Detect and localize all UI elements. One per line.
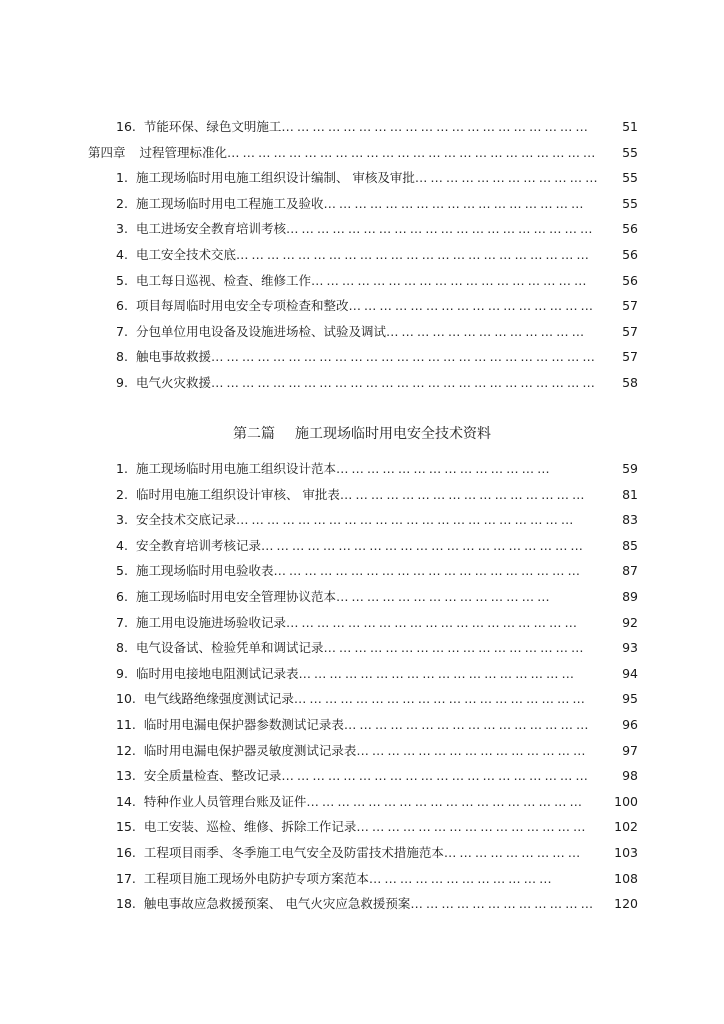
toc-entry-page-number: 103: [614, 845, 638, 860]
toc-entry-leader: … … … … … … … … … … … … … … … … … … … … … … … … …: [210, 375, 595, 390]
toc-entry-leader: … … … … … … … … … … … … … …: [335, 589, 550, 604]
toc-entry[interactable]: [116, 665, 574, 683]
toc-entry-page-number: 92: [622, 614, 638, 630]
toc-entry-page-number: 55: [622, 170, 638, 186]
toc-entry-page-number: 94: [622, 665, 638, 681]
toc-entry-number: 12.: [116, 742, 136, 758]
toc-entry-title: 电工安全技术交底: [135, 247, 236, 262]
toc-entry-leader: … … … … … … … … … … … … … … … … …: [323, 195, 584, 211]
toc-entry-leader: … … … … … … … … … … … … … … … … … … … … … … … … …: [210, 349, 595, 365]
toc-entry-title: 施工现场临时用电施工组织设计范本: [135, 461, 336, 476]
toc-entry-title: 施工现场临时用电验收表: [135, 563, 274, 579]
toc-entry[interactable]: [116, 460, 549, 478]
toc-entry-title: 安全教育培训考核记录: [135, 537, 261, 553]
toc-entry-page-number: 57: [622, 349, 638, 365]
toc-entry-title: 触电事故救援: [135, 349, 211, 365]
toc-entry[interactable]: [116, 195, 583, 213]
toc-entry-number: 9.: [116, 375, 128, 390]
toc-entry-title: 电气设备试、检验凭单和调试记录: [135, 640, 324, 656]
toc-entry-title: 分包单位用电设备及设施进场检、试验及调试: [135, 323, 386, 339]
toc-entry-number: 18.: [116, 896, 136, 912]
toc-entry[interactable]: [116, 742, 585, 760]
toc-entry-title: 项目每周临时用电安全专项检查和整改: [135, 298, 349, 314]
toc-entry-page-number: 58: [622, 375, 638, 390]
toc-entry-number: 4.: [116, 537, 128, 553]
toc-entry-leader: … … … … … … … … … … … … … …: [335, 461, 550, 476]
toc-entry-title: 过程管理标准化: [139, 144, 228, 160]
toc-entry-title: 电气火灾救援: [135, 375, 211, 390]
toc-entry-number: 3.: [116, 512, 128, 528]
toc-entry-page-number: 55: [622, 195, 638, 211]
section-title-text: 施工现场临时用电安全技术资料: [295, 426, 491, 442]
toc-entry[interactable]: [116, 690, 584, 708]
toc-entry-title: 工程项目雨季、冬季施工电气安全及防雷技术措施范本: [143, 845, 444, 860]
toc-entry-leader: … … … … … … … … … … … … … … … … … … … … … …: [235, 512, 573, 528]
toc-entry[interactable]: [116, 844, 580, 862]
toc-entry-number: 7.: [116, 323, 128, 339]
toc-entry-number: 2.: [116, 195, 128, 211]
toc-entry[interactable]: [116, 169, 597, 187]
toc-entry-number: 11.: [116, 717, 136, 732]
toc-entry-page-number: 97: [622, 742, 638, 758]
toc-entry-title: 安全质量检查、整改记录: [143, 768, 282, 784]
toc-entry-number: 2.: [116, 486, 128, 502]
toc-entry-title: 特种作业人员管理台账及证件: [143, 793, 307, 809]
toc-entry[interactable]: [116, 895, 593, 913]
toc-entry[interactable]: [116, 588, 549, 606]
toc-entry-number: 3.: [116, 221, 128, 237]
toc-entry[interactable]: [88, 144, 595, 162]
toc-entry-page-number: 85: [622, 537, 638, 553]
toc-entry[interactable]: [116, 118, 587, 136]
toc-entry-number: 6.: [116, 589, 128, 604]
toc-entry-number: 4.: [116, 247, 128, 262]
toc-entry[interactable]: [116, 246, 588, 264]
toc-entry-page-number: 98: [622, 768, 638, 784]
toc-entry-page-number: 108: [614, 870, 638, 886]
toc-entry-number: 1.: [116, 461, 128, 476]
toc-entry-page-number: 59: [622, 461, 638, 476]
toc-entry-number: 6.: [116, 298, 128, 314]
toc-entry-leader: … … … … … … … … … … … …: [368, 870, 552, 886]
toc-entry[interactable]: [116, 220, 592, 238]
toc-entry-leader: … … … … … … … … … … … … … … … … … …: [298, 665, 574, 681]
toc-entry-page-number: 87: [622, 563, 638, 579]
toc-entry-page-number: 102: [614, 819, 638, 835]
toc-entry[interactable]: [116, 272, 586, 290]
toc-entry[interactable]: [116, 562, 579, 580]
toc-entry-title: 触电事故应急救援预案、 电气火灾应急救援预案: [143, 896, 411, 912]
toc-entry[interactable]: [116, 716, 588, 734]
toc-entry-page-number: 120: [614, 896, 638, 912]
toc-entry-number: 13.: [116, 768, 136, 784]
toc-entry-title: 临时用电接地电阻测试记录表: [135, 665, 299, 681]
toc-entry[interactable]: [116, 639, 583, 657]
toc-entry-leader: … … … … … … … … … … … … … … … … … …: [306, 793, 582, 809]
toc-entry[interactable]: [116, 793, 581, 811]
toc-entry-page-number: 89: [622, 589, 638, 604]
toc-entry[interactable]: [116, 511, 573, 529]
toc-entry-leader: … … … … … … … … … … … …: [414, 170, 598, 186]
toc-entry-page-number: 95: [622, 691, 638, 707]
toc-entry-number: 第四章: [88, 144, 126, 160]
toc-entry-page-number: 56: [622, 272, 638, 288]
toc-entry[interactable]: [116, 614, 576, 632]
toc-entry-leader: … … … … … … … … … … … … … … … … … … … … … … …: [235, 247, 589, 262]
toc-entry-leader: … … … … … … … … … … … … …: [385, 323, 584, 339]
toc-entry-number: 16.: [116, 845, 136, 860]
toc-entry-page-number: 96: [622, 717, 638, 732]
toc-entry[interactable]: [116, 348, 594, 366]
toc-entry-leader: … … … … … … … … … … … … … … … … … … … …: [285, 221, 592, 237]
toc-entry-number: 15.: [116, 819, 136, 835]
toc-entry[interactable]: [116, 374, 594, 392]
toc-entry-page-number: 100: [614, 793, 638, 809]
toc-entry-title: 施工现场临时用电工程施工及验收: [135, 195, 324, 211]
toc-entry-page-number: 51: [622, 119, 638, 134]
toc-entry-leader: … … … … … … … … … … … … … … … … … …: [310, 272, 587, 288]
toc-entry-page-number: 93: [622, 640, 638, 656]
toc-entry-leader: … … … … … … … … … … … … … … … … … … … … …: [260, 537, 583, 553]
toc-entry[interactable]: [116, 297, 593, 315]
toc-entry[interactable]: [116, 323, 584, 341]
toc-entry-number: 14.: [116, 793, 136, 809]
toc-entry-title: 临时用电漏电保护器灵敏度测试记录表: [143, 742, 357, 758]
toc-entry-title: 电工每日巡视、检查、维修工作: [135, 272, 311, 288]
toc-entry[interactable]: [116, 537, 582, 555]
toc-entry-page-number: 56: [622, 221, 638, 237]
toc-entry-page-number: 57: [622, 323, 638, 339]
toc-entry-leader: … … … … … … … … … … … … … … …: [356, 819, 586, 835]
toc-entry-title: 节能环保、绿色文明施工: [143, 119, 282, 134]
toc-entry-leader: … … … … … … … … … … … …: [410, 896, 593, 912]
toc-entry-page-number: 57: [622, 298, 638, 314]
toc-entry-leader: … … … … … … … … … … … … … … … … … … … …: [273, 563, 580, 579]
toc-entry-page-number: 83: [622, 512, 638, 528]
toc-entry-number: 5.: [116, 563, 128, 579]
section-label: 第二篇: [233, 426, 275, 442]
toc-entry-title: 安全技术交底记录: [135, 512, 236, 528]
toc-entry-leader: … … … … … … … … …: [443, 845, 580, 860]
toc-entry-number: 16.: [116, 119, 136, 134]
toc-entry-leader: … … … … … … … … … … … … … … … …: [339, 486, 585, 502]
toc-entry-page-number: 56: [622, 247, 638, 262]
toc-entry-leader: … … … … … … … … … … … … … … … …: [348, 298, 593, 314]
toc-entry-title: 电气线路绝缘强度测试记录: [143, 691, 294, 707]
toc-entry-title: 临时用电施工组织设计审核、 审批表: [135, 486, 340, 502]
toc-entry-page-number: 81: [622, 486, 638, 502]
toc-entry[interactable]: [116, 486, 584, 504]
toc-entry-leader: … … … … … … … … … … … … … … … … … … … …: [281, 768, 588, 784]
section-heading: [0, 424, 724, 444]
toc-entry-number: 1.: [116, 170, 128, 186]
toc-entry-leader: … … … … … … … … … … … … … … … … … … … … … … … …: [227, 144, 595, 160]
toc-entry-leader: … … … … … … … … … … … … … … …: [356, 742, 586, 758]
toc-entry[interactable]: [116, 767, 587, 785]
toc-entry-leader: … … … … … … … … … … … … … … … … … … … …: [281, 119, 588, 134]
toc-entry-page-number: 55: [622, 144, 638, 160]
toc-entry-leader: … … … … … … … … … … … … … … … … … … …: [285, 614, 577, 630]
toc-entry-title: 临时用电漏电保护器参数测试记录表: [143, 717, 344, 732]
toc-entry-number: 17.: [116, 870, 136, 886]
toc-entry-title: 电工进场安全教育培训考核: [135, 221, 286, 237]
toc-entry-title: 电工安装、巡检、维修、拆除工作记录: [143, 819, 357, 835]
toc-entry-title: 施工现场临时用电施工组织设计编制、 审核及审批: [135, 170, 415, 186]
toc-entry-leader: … … … … … … … … … … … … … … … … … … …: [293, 691, 585, 707]
toc-entry-number: 8.: [116, 349, 128, 365]
toc-entry-title: 工程项目施工现场外电防护专项方案范本: [143, 870, 369, 886]
toc-entry-number: 9.: [116, 665, 128, 681]
toc-entry-leader: … … … … … … … … … … … … … … … … …: [323, 640, 584, 656]
toc-entry-leader: … … … … … … … … … … … … … … … …: [343, 717, 589, 732]
toc-entry-title: 施工现场临时用电安全管理协议范本: [135, 589, 336, 604]
toc-entry-number: 8.: [116, 640, 128, 656]
toc-entry-number: 5.: [116, 272, 128, 288]
toc-entry-number: 10.: [116, 691, 136, 707]
toc-entry-title: 施工用电设施进场验收记录: [135, 614, 286, 630]
toc-entry[interactable]: [116, 818, 585, 836]
toc-entry-number: 7.: [116, 614, 128, 630]
toc-entry[interactable]: [116, 870, 551, 888]
